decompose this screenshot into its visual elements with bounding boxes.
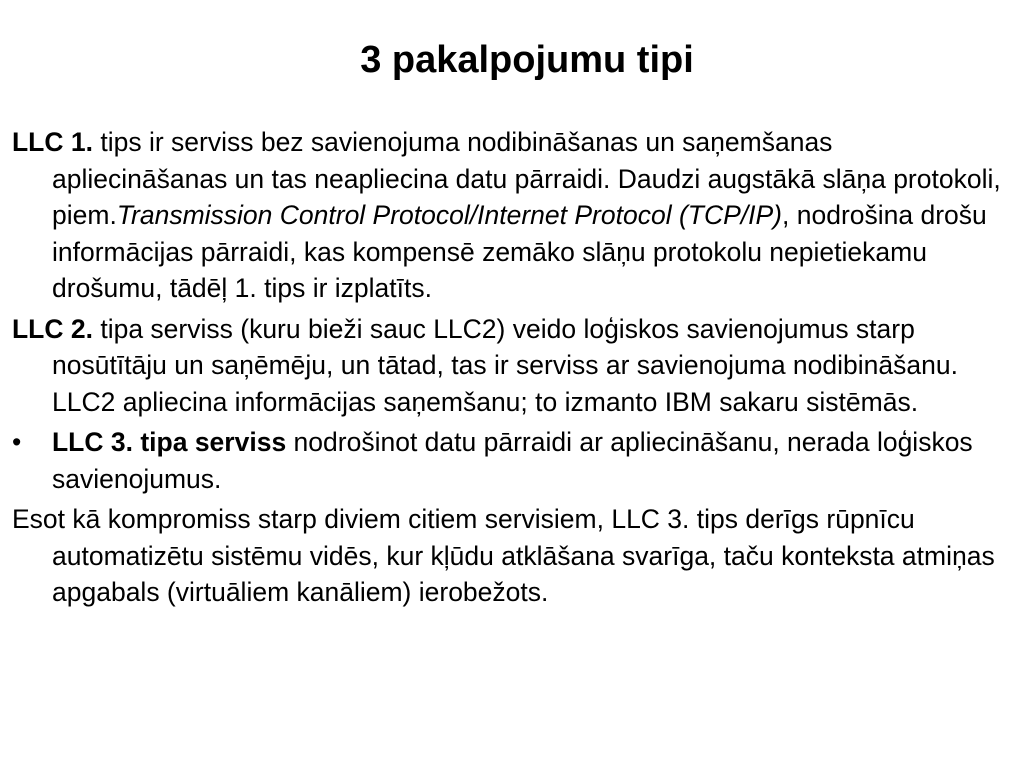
llc2-label: LLC 2. xyxy=(12,313,93,344)
bullet-icon: • xyxy=(12,427,22,457)
llc1-text: tips ir serviss bez savienojuma nodibināšanas un saņemšanas apliecināšanas un tas neapliecina datu pārraidi. Daudzi augstākā slāņa protokoli, piem. xyxy=(52,127,1001,230)
paragraph-llc2 xyxy=(12,311,1012,421)
llc3-text: nodrošinot datu pārraidi ar apliecināšanu, nerada loģiskos savienojumus. xyxy=(52,427,973,494)
llc1-protocol-name: Transmission Control Protocol/Internet Protocol (TCP/IP) xyxy=(116,200,782,230)
llc3-label: LLC 3. tipa serviss xyxy=(52,427,287,457)
paragraph-llc3 xyxy=(12,424,1012,497)
paragraph-llc1 xyxy=(12,124,1012,307)
llc1-label: LLC 1. xyxy=(12,127,93,157)
slide-title: 3 pakalpojumu tipi xyxy=(360,39,694,81)
llc1-text-end: , nodrošina drošu informācijas pārraidi, kas kompensē zemāko slāņu protokolu nepietiekamu drošumu, tādēļ 1. tips ir izplatīts. xyxy=(52,200,987,303)
paragraph-compromise xyxy=(12,501,1012,611)
compromise-text: Esot kā kompromiss starp diviem citiem servisiem, LLC 3. tips derīgs rūpnīcu automatizētu sistēmu vidēs, kur kļūdu atklāšana svarīga, taču konteksta atmiņas apgabals (virtuāliem kanāliem) ierobežots. xyxy=(12,504,995,607)
slide-body xyxy=(12,124,1012,615)
llc2-text: tipa serviss (kuru bieži sauc LLC2) veido loģiskos savienojumus starp nosūtītāju un saņēmēju, un tātad, tas ir serviss ar savienojuma nodibināšanu. LLC2 apliecina informācijas saņemšanu; to izmanto IBM sakaru sistēmās. xyxy=(52,313,958,417)
